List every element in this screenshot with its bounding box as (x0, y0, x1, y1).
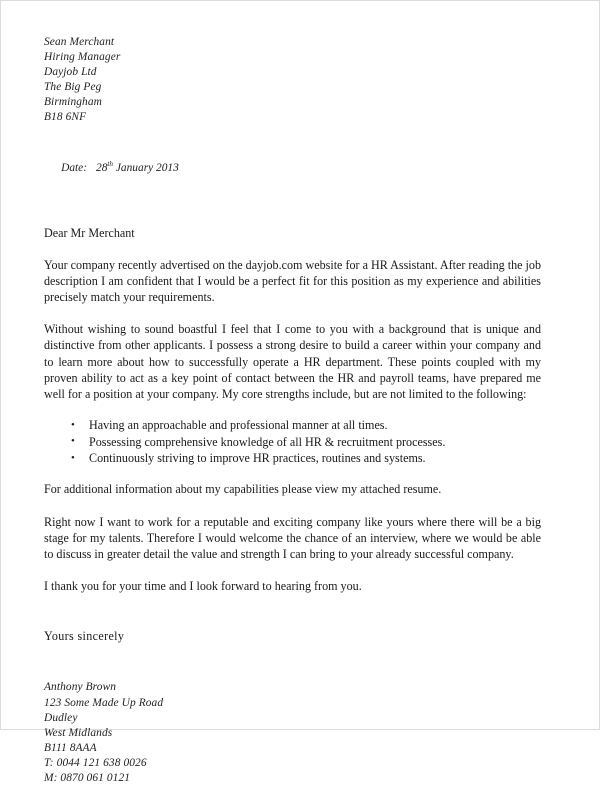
recipient-postcode: B18 6NF (44, 111, 87, 124)
recipient-address-block (44, 35, 541, 126)
paragraph-resume-reference: For additional information about my capabilities please view my attached resume. (44, 482, 442, 497)
paragraph-closing-thanks: I thank you for your time and I look forward to hearing from you. (44, 579, 362, 594)
sender-name: Anthony Brown (44, 681, 117, 694)
date-day (96, 159, 114, 174)
sender-county: West Midlands (44, 726, 113, 739)
date-ordinal-suffix: th (107, 159, 114, 168)
recipient-title: Hiring Manager (44, 51, 121, 64)
recipient-city: Birmingham (44, 96, 102, 109)
paragraph-interview-request: Right now I want to work for a reputable and exciting company like yours where there will be a big stage for my talents. Therefore I would welcome the chance of an interview, where we would be able to discuss in greater detail the value and strength I can bring to your already successful company. (44, 514, 541, 562)
list-item: • Possessing comprehensive knowledge of all HR & recruitment processes. (44, 434, 541, 450)
paragraph-intro: Your company recently advertised on the dayjob.com website for a HR Assistant. After reading the job description I am confident that I would be a perfect fit for this position as my experience and abilities precisely match your requirements. (44, 257, 541, 304)
sender-street: 123 Some Made Up Road (44, 696, 164, 709)
date-line (44, 146, 541, 191)
date-month-year: January 2013 (113, 161, 179, 174)
sender-postcode: B111 8AAA (44, 741, 97, 754)
paragraph-background: Without wishing to sound boastful I feel that I come to you with a background that is unique and distinctive from other applicants. I possess a strong desire to build a career within your company and to learn more about how to successfully operate a HR department. These points coupled with my proven ability to act as a key point of contact between the HR and payroll teams, have prepared me well for a position at your company. My core strengths include, but are not limited to the following: (44, 322, 541, 401)
recipient-company: Dayjob Ltd (44, 66, 97, 79)
signoff: Yours sincerely (44, 629, 125, 644)
list-item: • Having an approachable and professional manner at all times. (44, 417, 541, 433)
salutation: Dear Mr Merchant (44, 225, 135, 240)
sender-signature-block (44, 680, 541, 786)
letter-body (44, 35, 541, 786)
sender-mobile: M: 0870 061 0121 (44, 771, 131, 784)
sender-town: Dudley (44, 711, 78, 724)
sender-telephone: T: 0044 121 638 0026 (44, 756, 147, 769)
date-label: Date: (61, 161, 88, 174)
recipient-name: Sean Merchant (44, 36, 115, 48)
strengths-list (44, 417, 541, 466)
date-day-number: 28 (96, 161, 108, 174)
list-item: • Continuously striving to improve HR practices, routines and systems. (44, 450, 541, 466)
recipient-street: The Big Peg (44, 81, 102, 94)
